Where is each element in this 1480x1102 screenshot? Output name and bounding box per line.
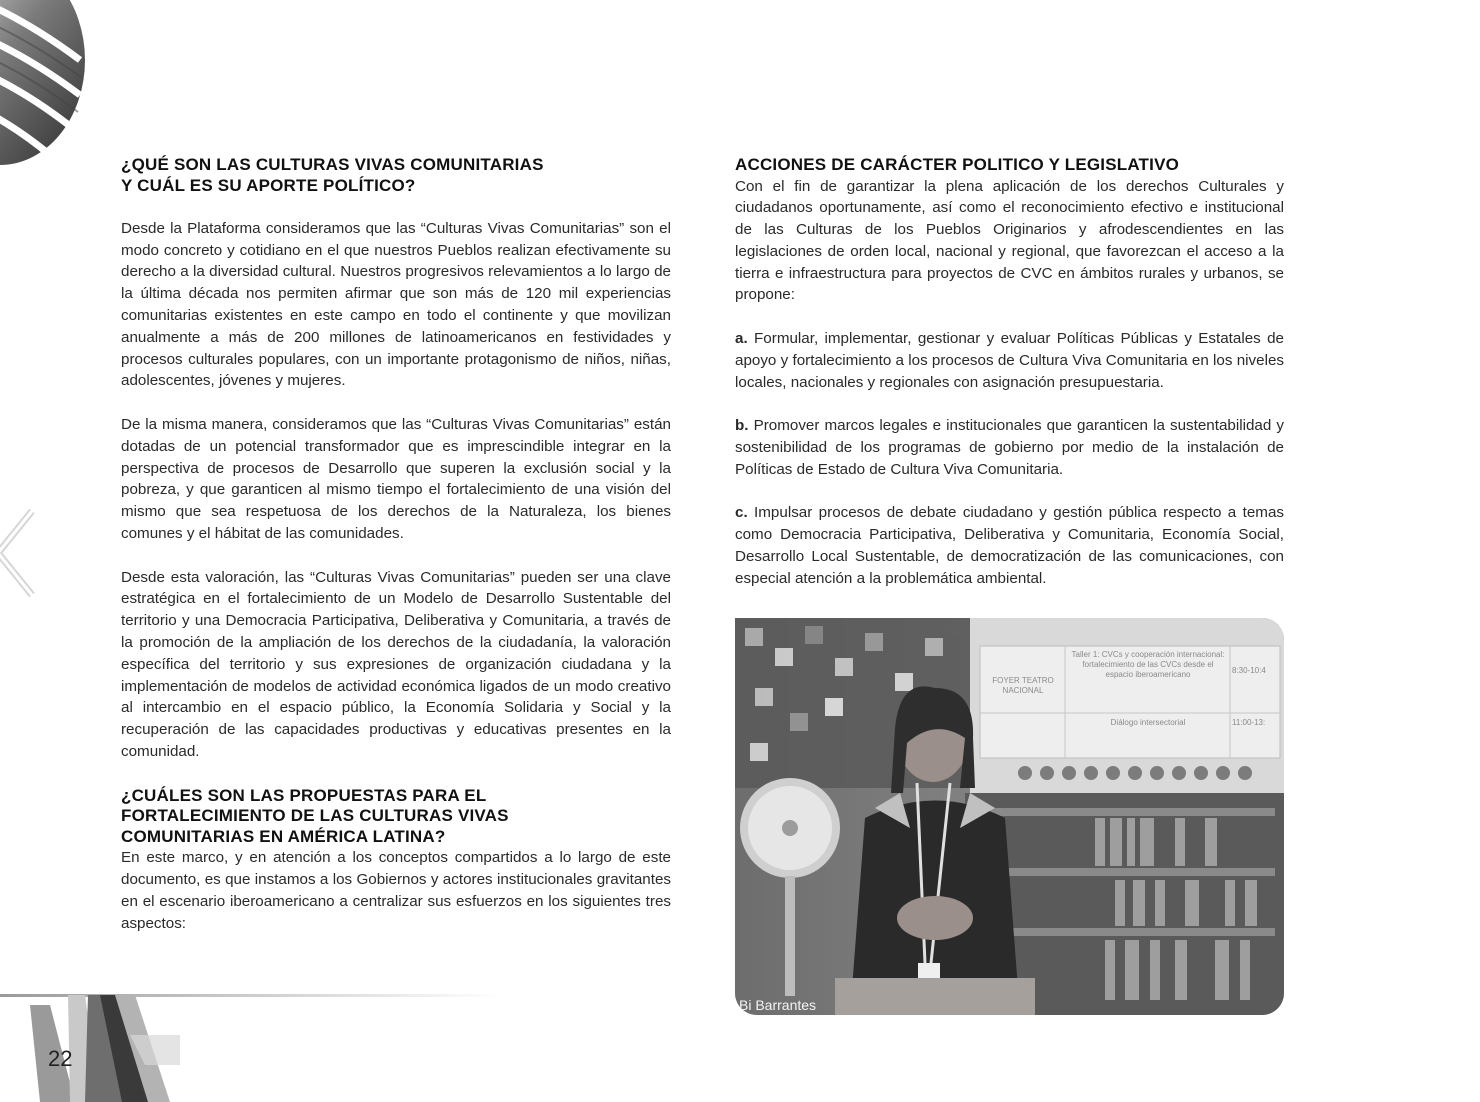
screen-cell: 11:00-13: (1232, 718, 1266, 727)
heading-line: Y CUÁL ES SU APORTE POLÍTICO? (121, 175, 416, 195)
heading-line: COMUNITARIAS EN AMÉRICA LATINA? (121, 826, 446, 846)
item-letter: a. (735, 330, 748, 348)
photo-woman-speaking (735, 618, 1284, 1015)
item-text: Formular, implementar, gestionar y evaluar Políticas Públicas y Estatales de apoyo y fortalecimiento a los procesos de Cultura Viva Comunitaria en los niveles locales, nacionales y regionales con asignación presupuestaria. (735, 330, 1284, 391)
paragraph: Desde esta valoración, las “Culturas Vivas Comunitarias” pueden ser una clave estratégica en el fortalecimiento de un Modelo de Desarrollo Sustentable del territorio y una Democracia Participativa, Deliberativa y Comunitaria, a través de la promoción de la ampliación de los derechos de la ciudadanía, la valoración específica del territorio y sus expresiones de organización ciudadana y la implementación de modelos de actividad económica ligados de un modo creativo al intercambio en el espacio público, la Economía Solidaria y Social y la recuperación de las capacidades productivas y educativas presentes en la comunidad. (121, 568, 671, 760)
photo-illustration (735, 618, 1284, 1015)
paragraph: Desde la Plataforma consideramos que las “Culturas Vivas Comunitarias” son el modo concreto y cotidiano en el que nuestros Pueblos realizan efectivamente su derecho a la diversidad cultural. Nuestros progresivos relevamientos a lo largo de la última década nos permiten afirmar que son más de 120 mil experiencias comunitarias existentes en este campo en todo el continente y que movilizan anualmente a más de 200 millones de latinoamericanos en festividades y procesos culturales populares, con un importante protagonismo de niños, niñas, adolescentes, jóvenes y mujeres. (121, 219, 671, 390)
screen-cell: Taller 1: CVCs y cooperación internacional: fortalecimiento de las CVCs desde el espacio iberoamericano (1071, 650, 1225, 679)
chevron-left-icon (0, 505, 48, 601)
paragraph: De la misma manera, consideramos que las “Culturas Vivas Comunitarias” están dotadas de un potencial transformador que es imprescindible integrar en la perspectiva de procesos de Desarrollo que superen la exclusión social y la pobreza, y que garanticen al mismo tiempo el fortalecimiento de una visión del mismo que sea respetuosa de los derechos de la Naturaleza, los bienes comunes y el hábitat de las comunidades. (121, 415, 671, 542)
photo-credit: Bi Barrantes (739, 997, 817, 1013)
list-item (735, 415, 1284, 480)
section-heading-propuestas (121, 786, 671, 848)
screen-cell: 8:30-10:4 (1232, 666, 1266, 675)
page-number: 22 (48, 1046, 73, 1071)
item-letter: b. (735, 417, 749, 435)
screen-cell: FOYER TEATRO NACIONAL (992, 676, 1054, 695)
section-heading-acciones: ACCIONES DE CARÁCTER POLITICO Y LEGISLATIVO (735, 155, 1180, 174)
screen-cell: Diálogo intersectorial (1110, 718, 1186, 727)
left-column (121, 155, 671, 934)
heading-line: ¿QUÉ SON LAS CULTURAS VIVAS COMUNITARIAS (121, 155, 544, 174)
section-heading-culturas-vivas (121, 155, 671, 196)
paragraph: En este marco, y en atención a los conceptos compartidos a lo largo de este documento, es que instamos a los Gobiernos y actores institucionales gravitantes en el escenario iberoamericano a centralizar sus esfuerzos en los siguientes tres aspectos: (121, 849, 671, 932)
item-text: Promover marcos legales e institucionales que garanticen la sustentabilidad y sostenibilidad de los programas de gobierno por medio de la instalación de Políticas de Estado de Cultura Viva Comunitaria. (735, 417, 1284, 478)
item-letter: c. (735, 504, 748, 522)
globe-logo-decoration (0, 0, 90, 170)
heading-line: ¿CUÁLES SON LAS PROPUESTAS PARA EL (121, 785, 487, 805)
item-text: Impulsar procesos de debate ciudadano y gestión pública respecto a temas como Democracia Participativa, Deliberativa y Comunitaria, Economía Social, Desarrollo Local Sustentable, de democratización de las comunicaciones, con especial atención a la problemática ambiental. (735, 504, 1284, 587)
right-column (735, 155, 1284, 590)
paragraph: Con el fin de garantizar la plena aplicación de los derechos Culturales y ciudadanos oportunamente, así como el reconocimiento efectivo e institucional de las Culturas de los Pueblos Originarios y afrodescendientes en las legislaciones de orden local, nacional y regional, que favorezcan el acceso a la tierra e infraestructura para proyectos de CVC en ámbitos rurales y urbanos, se propone: (735, 177, 1284, 304)
list-item (735, 328, 1284, 393)
list-item (735, 502, 1284, 589)
heading-line: FORTALECIMIENTO DE LAS CULTURAS VIVAS (121, 806, 509, 826)
